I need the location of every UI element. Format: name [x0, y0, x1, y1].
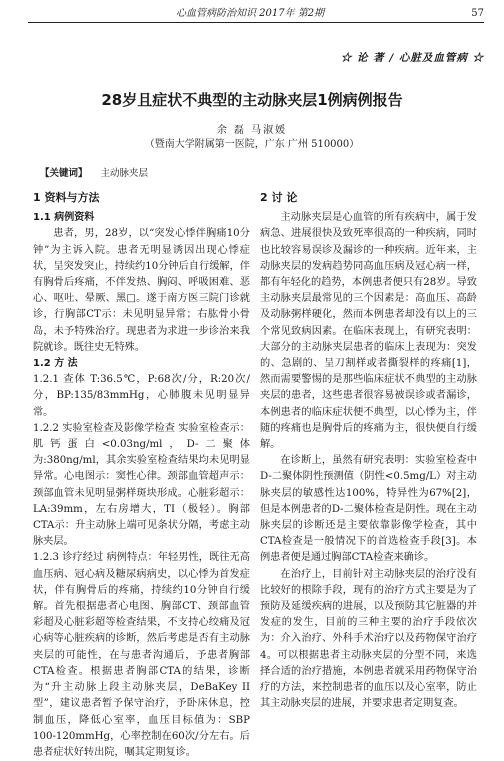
page-number: 57	[471, 8, 484, 19]
case-paragraph: 患者，男，28岁，以“突发心悸伴胸痛10分钟”为主诉入院。患者无明显诱因出现心悸症状，呈突发突止，持续约10分钟后自行缓解，伴有胸骨后疼痛，不伴发热、胸闷、呼吸困难、恶心、呕吐、晕厥、黑□。遂于南方医三院门诊就诊，行胸部CT示：未见明显异常；右肱骨小骨岛，未予特殊治疗。现患者为求进一步诊治来我院就诊。既往史无特殊。	[33, 228, 250, 353]
journal-info: 心血管病防治知识 2017年 第2期	[176, 8, 325, 19]
section-heading-discussion: 2 讨 论	[260, 191, 298, 204]
discussion-paragraph-3: 在治疗上，目前针对主动脉夹层的治疗没有比较好的根除手段，现有的治疗方式主要是为了预防及延缓疾病的进展，以及预防其它脏器的并发症的发生，目前的三种主要的治疗手段依次为：介入治疗、外科手术治疗以及药物保守治疗4。可以根据患者主动脉夹层的分型不同，来选择合适的治疗措施，本例患者就采用药物保守治疗的方法，来控制患者的血压以及心室率，防止其主动脉夹层的进展，并要求患者定期复查。	[260, 568, 477, 710]
right-column	[260, 190, 477, 713]
section-banner: ☆ 论 著 / 心脏及血管病 ☆	[340, 52, 484, 64]
section-heading-methods: 1 资料与方法	[33, 191, 100, 204]
affiliation: （暨南大学附属第一医院，广东 广州 510000）	[144, 139, 360, 150]
article-title: 28岁且症状不典型的主动脉夹层1例病例报告	[101, 91, 403, 109]
subsection-heading-methods: 1.2 方 法	[33, 358, 78, 370]
treatment-course-paragraph: 1.2.3 诊疗经过 病例特点：年轻男性，既往无高血压病、冠心病及糖尿病病史，以心悸为首发症状，伴有胸骨后的疼痛，持续约10分钟自行缓解。首先根据患者心电图、胸部CT、颈部血管彩超及心脏彩超等检查结果，不支持心绞痛及冠心病等心脏疾病的诊断，然后考虑是否有主动脉夹层的可能性，在与患者沟通后，予患者胸部CTA检查。根据患者胸部CTA的结果，诊断为“升主动脉上段主动脉夹层，DeBaKey II型”，建议患者暂予保守治疗，予卧床休息，控制血压，降低心室率，血压目标值为：SBP 100-120mmHg，心率控制在60次/分左右。后患者症状好转出院，嘱其定期复诊。	[33, 552, 250, 758]
discussion-paragraph-1: 主动脉夹层是心血管的所有疾病中，属于发病急、进展很快及致死率很高的一种疾病，同时也比较容易误诊及漏诊的一种疾病。近年来，主动脉夹层的发病趋势同高血压病及冠心病一样，都有年轻化的趋势，本例患者便只有28岁。导致主动脉夹层最常见的三个因素是：高血压、高龄及动脉粥样硬化，然而本例患者却没有以上的三个常见致病因素。在临床表现上，有研究表明：大部分的主动脉夹层患者的临床上表现为：突发的、急剧的、呈刀割样或者撕裂样的疼痛[1]，然而需要警惕的是那些临床症状不典型的主动脉夹层的患者，这些患者很容易被误诊或者漏诊，本例患者的临床症状便不典型，以心悸为主，伴随的疼痛也是胸骨后的疼痛为主，很快便自行缓解。	[260, 212, 477, 451]
keywords	[40, 165, 148, 179]
authors: 余 磊 马淑媛	[216, 125, 288, 136]
exam-paragraph: 1.2.1 查体 T:36.5℃，P:68次/分，R:20次/分，BP:135/83mmHg，心肺腹未见明显异常。	[33, 374, 250, 418]
keywords-value: 主动脉夹层	[100, 168, 149, 179]
subsection-heading-case: 1.1 病例资料	[33, 212, 95, 224]
lab-imaging-paragraph: 1.2.2 实验室检查及影像学检查 实验室检查示：肌钙蛋白<0.03ng/ml，D-二聚体为:380ng/ml，其余实验室检查结果均未见明显异常。心电图示：窦性心律。颈部血管超声示：颈部血管未见明显粥样斑块形成。心脏彩超示：LA:39mm，左右房增大，TI（极轻）。胸部CTA示：升主动脉上端可见条状分隔，考虑主动脉夹层。	[33, 422, 250, 548]
keywords-label: 【关键词】	[40, 168, 88, 179]
left-column	[33, 190, 250, 761]
discussion-paragraph-2: 在诊断上，虽然有研究表明：实验室检查中D-二聚体阴性预测值（阴性<0.5mg/L）对主动脉夹层的敏感性达100%，特异性为67%[2]，但是本例患者的D-二聚体检查是阴性。现在主动脉夹层的诊断还是主要依靠影像学检查，其中CTA检查是一般情况下的首选检查手段[3]。本例患者便是通过胸部CTA检查来确诊。	[260, 455, 477, 564]
running-header	[28, 6, 484, 23]
